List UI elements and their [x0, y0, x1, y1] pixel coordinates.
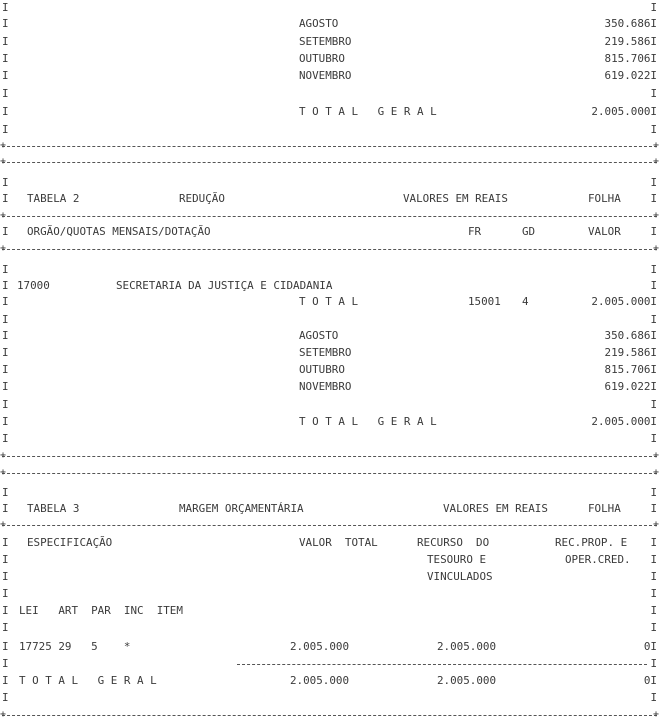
- col-recurso-2: TESOURO E: [427, 553, 487, 566]
- left-border: I: [2, 263, 9, 276]
- tabela2-title: TABELA 2: [27, 192, 80, 205]
- right-border: I: [650, 432, 657, 445]
- blank-line: [0, 0, 663, 16]
- subtotal-line-row: [0, 656, 663, 672]
- right-border: I: [650, 87, 657, 100]
- month-row: [0, 68, 663, 84]
- month-label: OUTUBRO: [299, 52, 345, 65]
- separator: + +: [0, 519, 659, 530]
- blank-line: [0, 262, 663, 278]
- right-border: I: [650, 553, 657, 566]
- col-orgao: ORGÃO/QUOTAS MENSAIS/DOTAÇÃO: [27, 225, 211, 238]
- month-value: 350.686I: [604, 17, 657, 30]
- left-border: I: [2, 329, 9, 342]
- orgao-row: [0, 278, 663, 294]
- total-geral-value: 2.005.000I: [591, 105, 657, 118]
- tabela2-column-headers: [0, 224, 663, 240]
- total-label: T O T A L: [299, 295, 359, 308]
- separator: + +: [0, 467, 659, 478]
- month-row: [0, 34, 663, 50]
- month-label: NOVEMBRO: [299, 380, 352, 393]
- total-geral-value: 2.005.000I: [591, 415, 657, 428]
- right-border: I: [650, 313, 657, 326]
- total-valor: 2.005.000: [290, 674, 350, 687]
- month-value: 815.706I: [604, 363, 657, 376]
- lei-values: 17725 29 5 *: [19, 640, 131, 653]
- orgao-name: SECRETARIA DA JUSTIÇA E CIDADANIA: [116, 279, 333, 292]
- left-border: I: [2, 398, 9, 411]
- right-border: I: [650, 502, 657, 515]
- col-recurso-3: VINCULADOS: [427, 570, 493, 583]
- tabela3-total-row: [0, 673, 663, 689]
- separator: + +: [0, 243, 659, 254]
- orgao-code: 17000: [17, 279, 50, 292]
- col-gd: GD: [522, 225, 536, 238]
- month-label: OUTUBRO: [299, 363, 345, 376]
- right-border: I: [650, 1, 657, 14]
- left-border: I: [2, 691, 9, 704]
- left-border: I: [2, 346, 9, 359]
- row-rec-prop: 0I: [643, 640, 657, 653]
- row-recurso: 2.005.000: [437, 640, 497, 653]
- month-label: NOVEMBRO: [299, 69, 352, 82]
- right-border: I: [650, 225, 657, 238]
- month-value: 619.022I: [604, 380, 657, 393]
- blank-line: [0, 485, 663, 501]
- col-valor: VALOR: [588, 225, 621, 238]
- tabela2-folha: FOLHA: [588, 192, 621, 205]
- left-border: I: [2, 1, 9, 14]
- total-geral-label: T O T A L G E R A L: [299, 415, 437, 428]
- left-border: I: [2, 604, 9, 617]
- col-rec-prop-2: OPER.CRED.: [565, 553, 631, 566]
- left-border: I: [2, 176, 9, 189]
- month-row: [0, 16, 663, 32]
- orgao-total-row: [0, 294, 663, 310]
- blank-line: [0, 86, 663, 102]
- lei-data-row: [0, 639, 663, 655]
- tabela3-header: [0, 501, 663, 517]
- month-value: 619.022I: [604, 69, 657, 82]
- total-fr: 15001: [468, 295, 501, 308]
- right-border: I: [650, 570, 657, 583]
- left-border: I: [2, 279, 9, 292]
- left-border: I: [2, 570, 9, 583]
- right-border: I: [650, 176, 657, 189]
- left-border: I: [2, 69, 9, 82]
- month-value: 219.586I: [604, 35, 657, 48]
- separator: + +: [0, 450, 659, 461]
- left-border: I: [2, 553, 9, 566]
- total-geral-label: T O T A L G E R A L: [299, 105, 437, 118]
- left-border: I: [2, 35, 9, 48]
- blank-line: [0, 397, 663, 413]
- right-border: I: [650, 123, 657, 136]
- total-rec-prop: 0I: [643, 674, 657, 687]
- total-recurso: 2.005.000: [437, 674, 497, 687]
- month-row: [0, 328, 663, 344]
- right-border: I: [650, 279, 657, 292]
- separator: + +: [0, 709, 659, 720]
- tabela3-column-headers: [0, 535, 663, 551]
- blank-line: [0, 690, 663, 706]
- left-border: I: [2, 225, 9, 238]
- left-border: I: [2, 587, 9, 600]
- col-recurso-1: RECURSO DO: [417, 536, 490, 549]
- tabela3-type: MARGEM ORÇAMENTÁRIA: [179, 502, 304, 515]
- tabela2-valores: VALORES EM REAIS: [403, 192, 508, 205]
- month-value: 815.706I: [604, 52, 657, 65]
- left-border: I: [2, 123, 9, 136]
- left-border: I: [2, 674, 9, 687]
- left-border: I: [2, 502, 9, 515]
- blank-line: [0, 122, 663, 138]
- right-border: I: [650, 192, 657, 205]
- right-border: I: [650, 263, 657, 276]
- month-value: 219.586I: [604, 346, 657, 359]
- tabela3-total-label: T O T A L G E R A L: [19, 674, 157, 687]
- left-border: I: [2, 295, 9, 308]
- blank-line: [0, 431, 663, 447]
- blank-line: [0, 586, 663, 602]
- month-row: [0, 345, 663, 361]
- col-fr: FR: [468, 225, 482, 238]
- left-border: I: [2, 363, 9, 376]
- month-label: AGOSTO: [299, 329, 339, 342]
- month-row: [0, 379, 663, 395]
- separator: + +: [0, 156, 659, 167]
- blank-line: [0, 312, 663, 328]
- row-valor-total: 2.005.000: [290, 640, 350, 653]
- month-row: [0, 362, 663, 378]
- tabela2-header: [0, 191, 663, 207]
- month-row: [0, 51, 663, 67]
- left-border: I: [2, 192, 9, 205]
- right-border: I: [650, 486, 657, 499]
- total-geral-row: [0, 414, 663, 430]
- tabela3-folha: FOLHA: [588, 502, 621, 515]
- separator: + +: [0, 210, 659, 221]
- lei-header: LEI ART PAR INC ITEM: [19, 604, 183, 617]
- total-gd: 4: [522, 295, 529, 308]
- month-value: 350.686I: [604, 329, 657, 342]
- right-border: I: [650, 398, 657, 411]
- col-rec-prop-1: REC.PROP. E: [555, 536, 628, 549]
- total-geral-row: [0, 104, 663, 120]
- left-border: I: [2, 17, 9, 30]
- col-valor-total: VALOR TOTAL: [299, 536, 378, 549]
- right-border: I: [650, 536, 657, 549]
- blank-line: [0, 620, 663, 636]
- right-border: I: [650, 621, 657, 634]
- tabela3-column-headers-2: [0, 552, 663, 568]
- right-border: I: [650, 587, 657, 600]
- tabela3-title: TABELA 3: [27, 502, 80, 515]
- left-border: I: [2, 486, 9, 499]
- tabela3-column-headers-3: [0, 569, 663, 585]
- month-label: SETEMBRO: [299, 35, 352, 48]
- subtotal-line: [237, 664, 647, 665]
- left-border: I: [2, 432, 9, 445]
- blank-line: [0, 175, 663, 191]
- left-border: I: [2, 105, 9, 118]
- month-label: SETEMBRO: [299, 346, 352, 359]
- left-border: I: [2, 380, 9, 393]
- tabela2-type: REDUÇÃO: [179, 192, 225, 205]
- left-border: I: [2, 313, 9, 326]
- right-border: I: [650, 657, 657, 670]
- left-border: I: [2, 415, 9, 428]
- separator: + +: [0, 140, 659, 151]
- month-label: AGOSTO: [299, 17, 339, 30]
- left-border: I: [2, 640, 9, 653]
- left-border: I: [2, 87, 9, 100]
- lei-header-row: [0, 603, 663, 619]
- right-border: I: [650, 604, 657, 617]
- total-value: 2.005.000I: [591, 295, 657, 308]
- col-especificacao: ESPECIFICAÇÃO: [27, 536, 113, 549]
- right-border: I: [650, 691, 657, 704]
- left-border: I: [2, 657, 9, 670]
- left-border: I: [2, 621, 9, 634]
- left-border: I: [2, 52, 9, 65]
- tabela3-valores: VALORES EM REAIS: [443, 502, 548, 515]
- left-border: I: [2, 536, 9, 549]
